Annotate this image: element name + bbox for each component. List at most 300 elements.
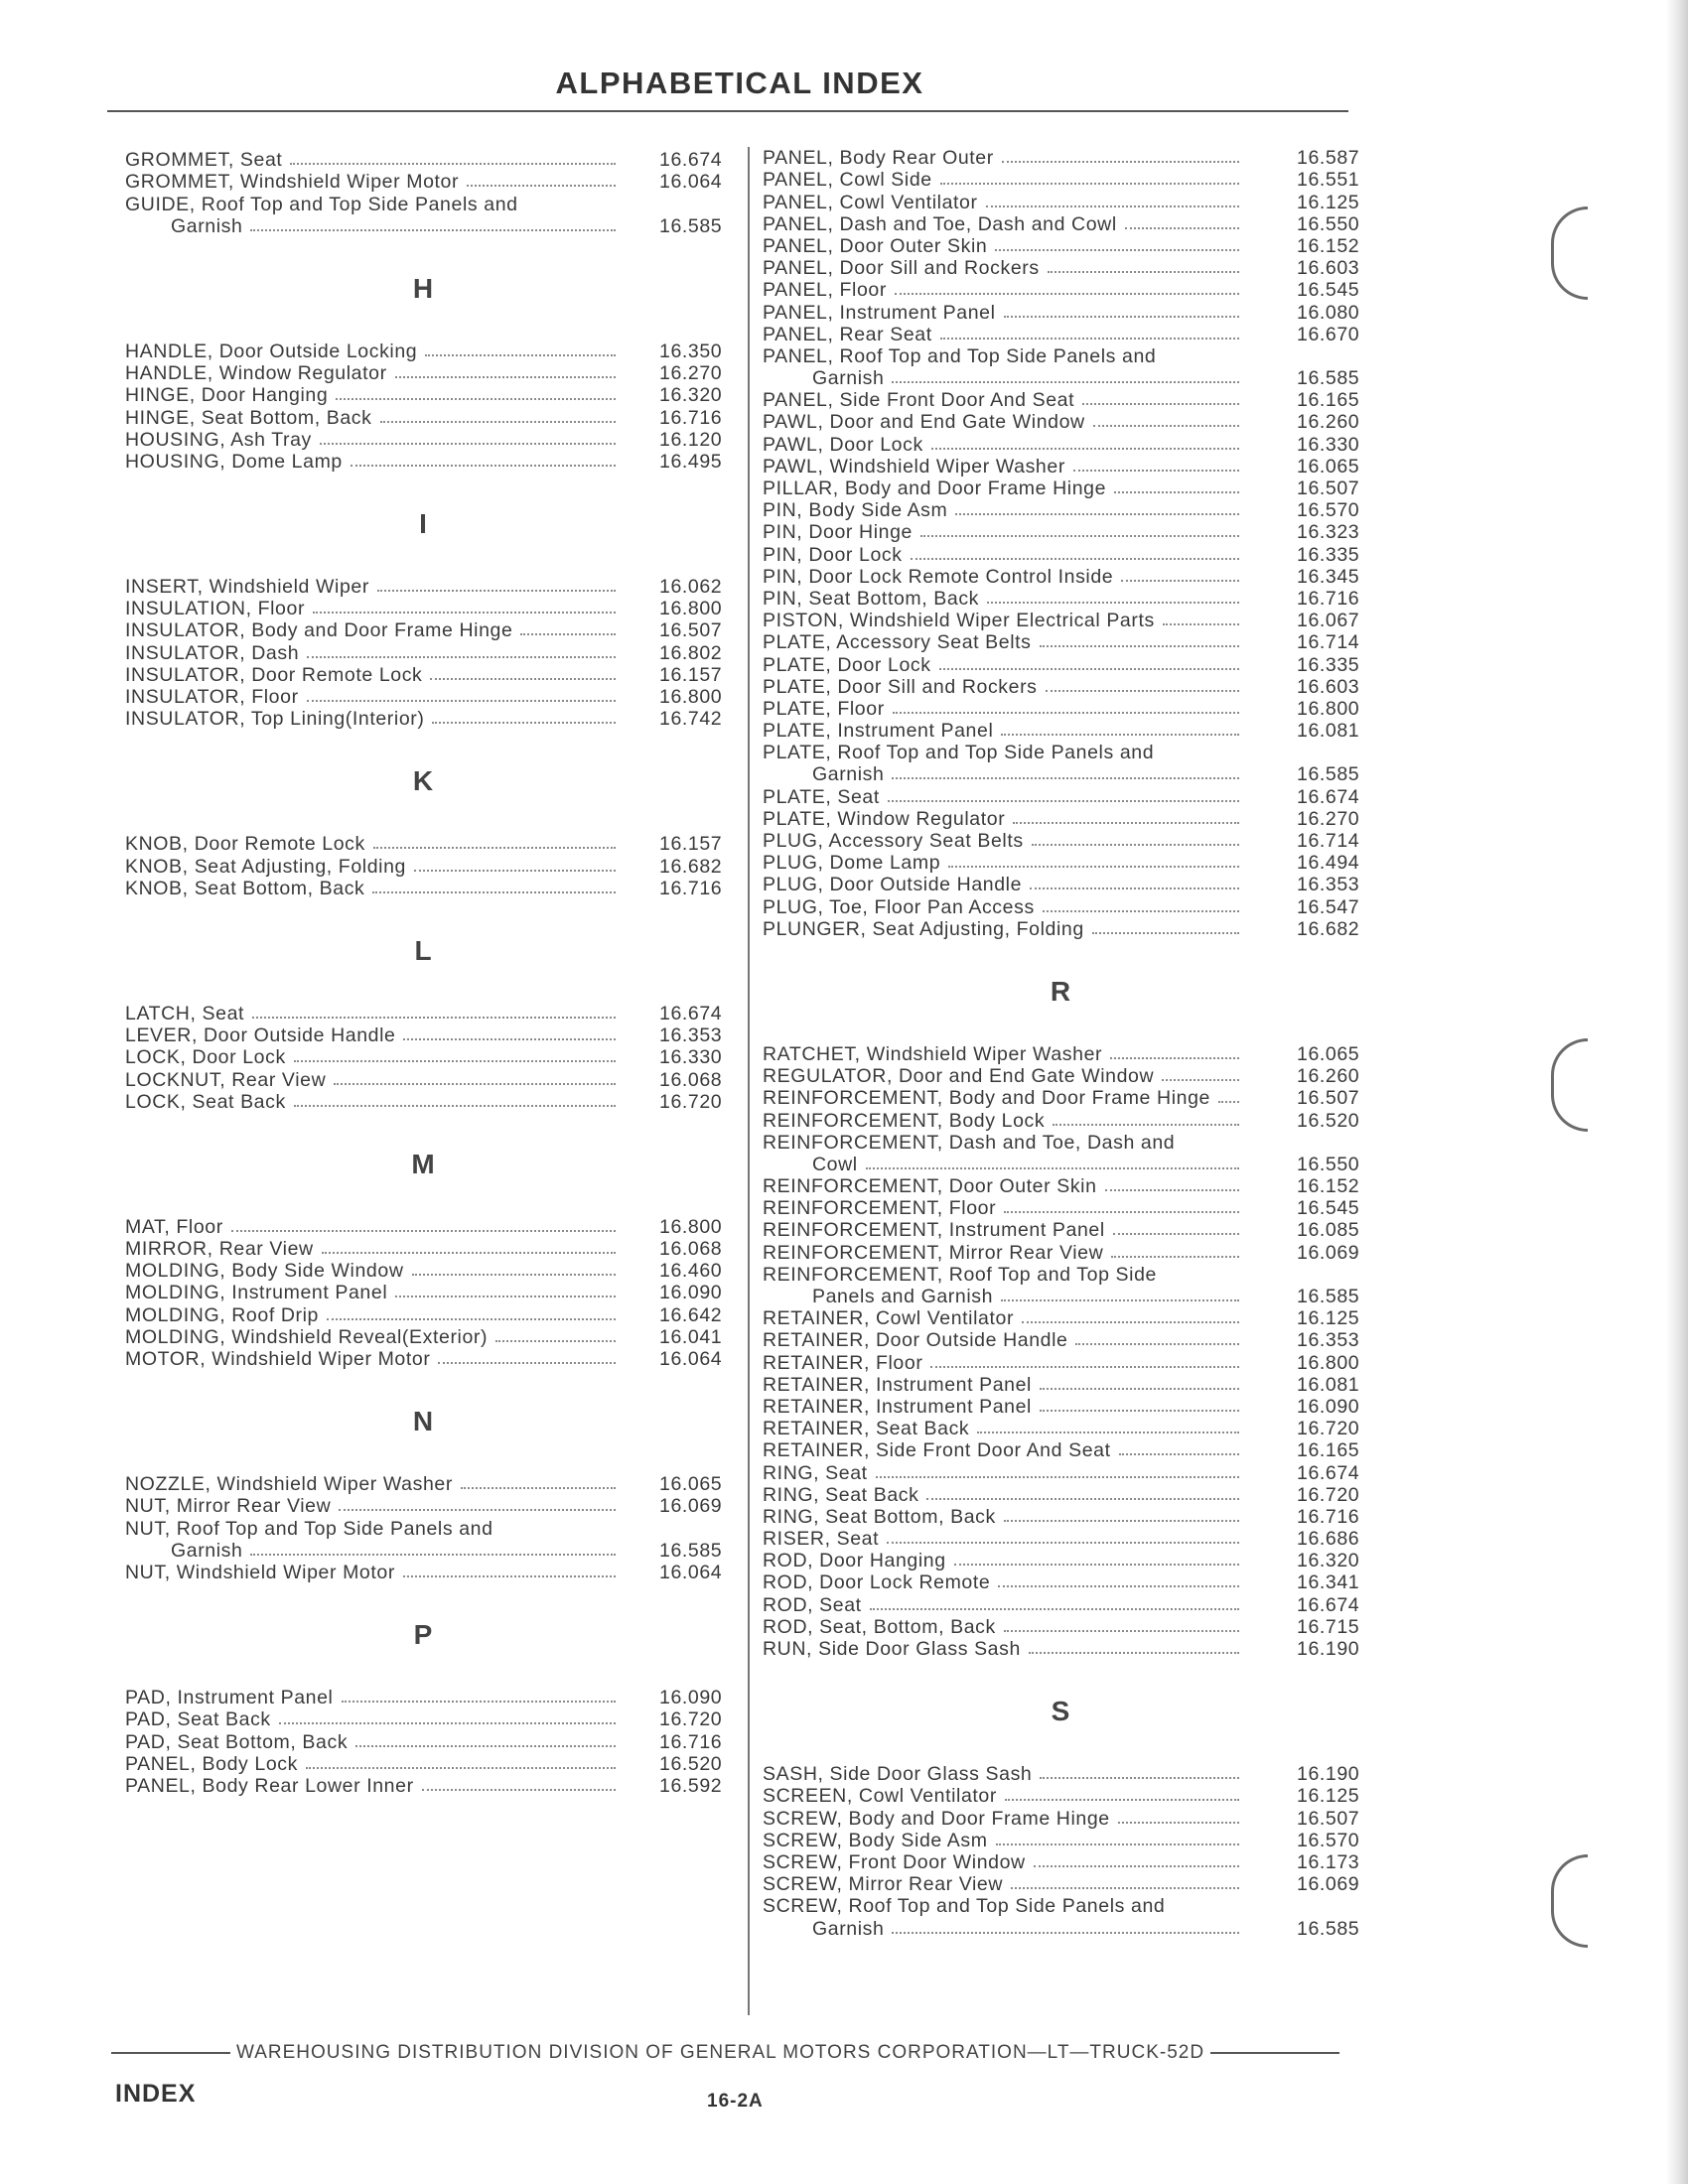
entry-page-ref: 16.069 [1297, 1873, 1360, 1896]
entry-page-ref: 16.720 [1297, 1483, 1360, 1506]
entry-label: INSERT, Windshield Wiper [125, 576, 369, 599]
section-gap [125, 730, 731, 751]
entry-page-ref: 16.081 [1297, 720, 1360, 743]
entry-page-ref: 16.080 [1297, 301, 1360, 324]
dot-leader [930, 1366, 1239, 1368]
entry-label: KNOB, Door Remote Lock [125, 833, 365, 856]
index-entry [763, 411, 1368, 433]
entry-label: PANEL, Roof Top and Top Side Panels and [763, 344, 1157, 367]
index-entry [125, 576, 731, 598]
entry-page-ref: 16.507 [1297, 478, 1360, 499]
index-entry [763, 191, 1368, 212]
entry-page-ref: 16.570 [1297, 499, 1360, 522]
dot-leader [307, 700, 616, 702]
dot-leader [1011, 1887, 1239, 1889]
dot-leader [911, 558, 1239, 560]
dot-leader [1073, 470, 1239, 472]
entry-page-ref: 16.085 [1297, 1219, 1360, 1242]
dot-leader [1162, 1079, 1239, 1081]
entry-page-ref: 16.587 [1297, 147, 1360, 170]
entry-page-ref: 16.716 [659, 1730, 723, 1753]
dot-leader [306, 1767, 616, 1769]
dot-leader [1110, 1057, 1239, 1059]
index-entry [763, 1851, 1368, 1873]
index-entry [125, 1775, 731, 1797]
entry-label: PIN, Door Lock Remote Control Inside [763, 565, 1114, 588]
dot-leader [1119, 1453, 1239, 1455]
index-entry [125, 1495, 731, 1517]
column-divider [748, 147, 750, 2015]
index-entry [763, 1785, 1368, 1807]
entry-label: RETAINER, Seat Back [763, 1418, 970, 1440]
entry-page-ref: 16.800 [659, 598, 723, 620]
entry-page-ref: 16.520 [659, 1752, 723, 1775]
entry-page-ref: 16.260 [1297, 1065, 1360, 1088]
index-entry [763, 918, 1368, 940]
entry-label: LOCK, Door Lock [125, 1046, 286, 1069]
entry-label: MOLDING, Body Side Window [125, 1260, 404, 1283]
entry-label: Garnish [812, 1917, 885, 1940]
entry-page-ref: 16.067 [1297, 610, 1360, 632]
entry-page-ref: 16.715 [1297, 1615, 1360, 1638]
entry-label: PLATE, Window Regulator [763, 807, 1006, 830]
entry-page-ref: 16.260 [1297, 411, 1360, 434]
entry-page-ref: 16.545 [1297, 279, 1360, 302]
entry-page-ref: 16.270 [1297, 807, 1360, 830]
index-entry [763, 169, 1368, 191]
entry-page-ref: 16.494 [1297, 852, 1360, 875]
entry-label: INSULATOR, Door Remote Lock [125, 663, 423, 686]
section-gap [125, 1665, 731, 1687]
dot-leader [467, 185, 616, 187]
entry-page-ref: 16.520 [1297, 1109, 1360, 1132]
index-entry [763, 698, 1368, 720]
entry-label: RUN, Side Door Glass Sash [763, 1638, 1021, 1660]
dot-leader [336, 398, 616, 400]
section-letter-i: I [419, 507, 427, 539]
index-entry [763, 1351, 1368, 1373]
entry-label: PANEL, Rear Seat [763, 323, 932, 345]
entry-page-ref: 16.547 [1297, 895, 1360, 918]
index-entry [763, 1087, 1368, 1109]
entry-label: ROD, Door Hanging [763, 1550, 946, 1572]
index-entry [763, 213, 1368, 235]
entry-page-ref: 16.165 [1297, 389, 1360, 412]
entry-page-ref: 16.585 [1297, 763, 1360, 786]
entry-label: RETAINER, Side Front Door And Seat [763, 1439, 1111, 1462]
dot-leader [294, 1105, 616, 1107]
index-entry [763, 301, 1368, 323]
dot-leader [948, 866, 1239, 868]
index-entry [763, 785, 1368, 807]
entry-page-ref: 16.674 [1297, 1461, 1360, 1484]
section-gap [125, 1583, 731, 1605]
entry-label: SCREW, Front Door Window [763, 1850, 1026, 1873]
entry-page-ref: 16.550 [1297, 212, 1360, 235]
entry-page-ref: 16.585 [659, 214, 723, 237]
entry-label: NUT, Mirror Rear View [125, 1495, 332, 1518]
index-entry [763, 852, 1368, 874]
dot-leader [520, 633, 616, 635]
index-entry [763, 367, 1368, 389]
index-entry [763, 543, 1368, 565]
entry-label: KNOB, Seat Adjusting, Folding [125, 855, 406, 878]
entry-page-ref: 16.674 [659, 1002, 723, 1024]
index-entry [125, 1024, 731, 1046]
index-entry [763, 433, 1368, 455]
entry-page-ref: 16.716 [1297, 587, 1360, 610]
entry-page-ref: 16.323 [1297, 521, 1360, 544]
entry-page-ref: 16.720 [659, 1090, 723, 1113]
entry-label: PLUG, Toe, Floor Pan Access [763, 895, 1035, 918]
index-entry [763, 345, 1368, 367]
entry-label: REINFORCEMENT, Roof Top and Top Side [763, 1263, 1157, 1286]
entry-label: SCREW, Body and Door Frame Hinge [763, 1807, 1110, 1830]
entry-label: PANEL, Side Front Door And Seat [763, 389, 1075, 412]
entry-label: PANEL, Body Lock [125, 1752, 298, 1775]
dot-leader [1040, 1777, 1239, 1779]
entry-page-ref: 16.065 [659, 1473, 723, 1496]
index-entry [125, 1068, 731, 1090]
dot-leader [1004, 316, 1239, 318]
entry-label: PIN, Door Lock [763, 543, 903, 566]
section-label: INDEX [115, 2080, 197, 2108]
entry-page-ref: 16.353 [1297, 874, 1360, 896]
entry-label: REINFORCEMENT, Dash and Toe, Dash and [763, 1131, 1176, 1154]
dot-leader [888, 800, 1239, 802]
entry-label: MOLDING, Windshield Reveal(Exterior) [125, 1325, 489, 1348]
entry-page-ref: 16.068 [659, 1068, 723, 1091]
index-entry [763, 324, 1368, 345]
entry-label: Garnish [171, 214, 243, 237]
entry-label: INSULATOR, Floor [125, 686, 299, 708]
entry-label: MOTOR, Windshield Wiper Motor [125, 1348, 431, 1370]
entry-label: RATCHET, Windshield Wiper Washer [763, 1042, 1103, 1065]
entry-label: INSULATION, Floor [125, 598, 306, 620]
dot-leader [1105, 1189, 1239, 1191]
index-entry [125, 193, 731, 214]
entry-label: PLATE, Door Lock [763, 653, 931, 676]
entry-label: MOLDING, Roof Drip [125, 1303, 320, 1326]
section-gap [763, 1660, 1368, 1682]
entry-page-ref: 16.674 [1297, 1593, 1360, 1616]
dot-leader [461, 1487, 616, 1489]
entry-page-ref: 16.585 [1297, 1286, 1360, 1307]
entry-page-ref: 16.353 [1297, 1329, 1360, 1352]
index-entry [763, 499, 1368, 521]
dot-leader [1093, 425, 1239, 427]
dot-leader [322, 1252, 616, 1254]
dot-leader [987, 602, 1239, 604]
entry-page-ref: 16.069 [1297, 1241, 1360, 1264]
entry-page-ref: 16.550 [1297, 1153, 1360, 1175]
dot-leader [893, 712, 1239, 714]
entry-page-ref: 16.125 [1297, 191, 1360, 213]
dot-leader [866, 1167, 1239, 1169]
dot-leader [425, 354, 616, 356]
dot-leader [313, 612, 616, 614]
dot-leader [1118, 1822, 1239, 1824]
dot-leader [1092, 932, 1239, 934]
dot-leader [940, 183, 1239, 185]
dot-leader [373, 847, 616, 849]
index-entry [763, 1329, 1368, 1351]
entry-label: REINFORCEMENT, Body Lock [763, 1109, 1046, 1132]
dot-leader [939, 668, 1239, 670]
entry-label: PAD, Seat Back [125, 1708, 271, 1731]
index-entry [763, 1895, 1368, 1917]
entry-label: Garnish [812, 367, 885, 390]
entry-page-ref: 16.330 [659, 1046, 723, 1069]
entry-label: ROD, Seat [763, 1593, 862, 1616]
dot-leader [414, 870, 616, 872]
entry-label: INSULATOR, Body and Door Frame Hinge [125, 619, 513, 642]
dot-leader [1075, 1343, 1239, 1345]
dot-leader [1113, 1233, 1239, 1235]
entry-page-ref: 16.353 [659, 1024, 723, 1047]
entry-page-ref: 16.041 [659, 1325, 723, 1348]
entry-label: PANEL, Dash and Toe, Dash and Cowl [763, 212, 1117, 235]
entry-page-ref: 16.152 [1297, 234, 1360, 257]
index-entry [125, 1730, 731, 1752]
entry-page-ref: 16.585 [659, 1539, 723, 1562]
index-entry [763, 1043, 1368, 1065]
dot-leader [926, 1498, 1239, 1500]
section-letter-p: P [413, 1618, 433, 1650]
footer-line [111, 2042, 1372, 2064]
entry-label: RING, Seat Bottom, Back [763, 1505, 996, 1528]
index-entry [763, 1264, 1368, 1286]
section-gap [125, 554, 731, 576]
entry-page-ref: 16.190 [1297, 1763, 1360, 1786]
dot-leader [290, 163, 616, 165]
entry-label: Garnish [171, 1539, 243, 1562]
dot-leader [887, 1542, 1239, 1544]
dot-leader [995, 249, 1239, 251]
entry-label: RETAINER, Door Outside Handle [763, 1329, 1068, 1352]
index-entry [763, 676, 1368, 698]
index-entry [763, 1763, 1368, 1785]
dot-leader [1111, 1256, 1239, 1258]
dot-leader [1125, 227, 1239, 229]
dot-leader [495, 1340, 616, 1342]
index-entry [125, 708, 731, 730]
index-entry [125, 451, 731, 473]
entry-label: INSULATOR, Dash [125, 641, 300, 664]
section-gap [125, 319, 731, 341]
index-entry [763, 588, 1368, 610]
entry-label: REINFORCEMENT, Mirror Rear View [763, 1241, 1104, 1264]
index-entry [763, 147, 1368, 169]
index-entry [125, 855, 731, 877]
entry-label: RING, Seat [763, 1461, 868, 1484]
dot-leader [380, 421, 617, 423]
footer-text: WAREHOUSING DISTRIBUTION DIVISION OF GENERAL MOTORS CORPORATION—LT—TRUCK-52D [236, 2042, 1205, 2063]
dot-leader [1040, 645, 1239, 647]
entry-label: GROMMET, Windshield Wiper Motor [125, 171, 460, 194]
entry-label: REINFORCEMENT, Body and Door Frame Hinge [763, 1087, 1210, 1110]
index-entry [125, 1708, 731, 1730]
entry-page-ref: 16.345 [1297, 565, 1360, 588]
index-entry [125, 215, 731, 237]
entry-label: PAD, Instrument Panel [125, 1687, 334, 1709]
dot-leader [892, 777, 1239, 779]
index-entry [763, 1593, 1368, 1615]
entry-page-ref: 16.585 [1297, 367, 1360, 390]
entry-page-ref: 16.125 [1297, 1307, 1360, 1330]
index-entry [763, 1219, 1368, 1241]
entry-label: SASH, Side Door Glass Sash [763, 1763, 1033, 1786]
dot-leader [395, 1296, 616, 1297]
entry-page-ref: 16.157 [659, 833, 723, 856]
binder-hole [1551, 206, 1588, 300]
dot-leader [892, 1932, 1239, 1934]
entry-label: PANEL, Door Sill and Rockers [763, 257, 1040, 280]
section-gap [125, 1113, 731, 1135]
entry-label: PLUG, Dome Lamp [763, 852, 941, 875]
dot-leader [1004, 1630, 1239, 1632]
dot-leader [372, 891, 616, 893]
index-entry [125, 362, 731, 384]
entry-label: PANEL, Instrument Panel [763, 301, 996, 324]
dot-leader [1001, 1299, 1239, 1301]
section-gap [125, 981, 731, 1003]
entry-label: PANEL, Floor [763, 279, 887, 302]
index-entry [763, 874, 1368, 895]
dot-leader [1053, 1124, 1239, 1126]
dot-leader [395, 376, 616, 378]
entry-label: PANEL, Body Rear Lower Inner [125, 1774, 414, 1797]
section-gap [125, 473, 731, 494]
section-gap [125, 899, 731, 921]
dot-leader [1030, 887, 1239, 889]
dot-leader [1043, 910, 1239, 912]
entry-page-ref: 16.716 [659, 877, 723, 899]
entry-label: MIRROR, Rear View [125, 1238, 314, 1261]
dot-leader [355, 1745, 616, 1747]
section-letter-r: R [1050, 975, 1071, 1007]
entry-label: PLUG, Accessory Seat Belts [763, 830, 1024, 852]
dot-leader [327, 1318, 616, 1320]
entry-page-ref: 16.460 [659, 1260, 723, 1283]
entry-label: KNOB, Seat Bottom, Back [125, 877, 365, 899]
entry-label: PLATE, Accessory Seat Belts [763, 631, 1032, 654]
entry-page-ref: 16.350 [659, 340, 723, 362]
dot-leader [1121, 580, 1239, 582]
dot-leader [977, 1432, 1239, 1433]
entry-page-ref: 16.090 [659, 1282, 723, 1304]
entry-label: SCREW, Body Side Asm [763, 1829, 988, 1851]
index-entry [763, 1461, 1368, 1483]
index-entry [763, 1132, 1368, 1154]
entry-page-ref: 16.081 [1297, 1373, 1360, 1396]
index-entry [125, 686, 731, 708]
index-entry [763, 1154, 1368, 1175]
page-number: 16-2A [707, 2091, 764, 2112]
entry-page-ref: 16.674 [659, 149, 723, 172]
section-gap [763, 1022, 1368, 1043]
dot-leader [1004, 1211, 1239, 1213]
entry-label: ROD, Door Lock Remote [763, 1571, 991, 1594]
entry-label: NOZZLE, Windshield Wiper Washer [125, 1473, 453, 1496]
section-gap [125, 1370, 731, 1392]
entry-label: LEVER, Door Outside Handle [125, 1024, 396, 1047]
index-entry [125, 878, 731, 899]
index-entry [125, 833, 731, 855]
section-gap [763, 1741, 1368, 1763]
entry-label: PIN, Seat Bottom, Back [763, 587, 980, 610]
dot-leader [294, 1060, 616, 1062]
index-entry [763, 1109, 1368, 1131]
index-entry [763, 610, 1368, 631]
entry-page-ref: 16.716 [1297, 1505, 1360, 1528]
entry-page-ref: 16.802 [659, 641, 723, 664]
entry-page-ref: 16.064 [659, 1348, 723, 1370]
entry-label: PLUG, Door Outside Handle [763, 874, 1023, 896]
entry-label: RING, Seat Back [763, 1483, 919, 1506]
entry-page-ref: 16.270 [659, 362, 723, 385]
dot-leader [931, 448, 1239, 450]
dot-leader [320, 443, 616, 445]
footer-rule-right [1210, 2052, 1339, 2054]
dot-leader [940, 338, 1239, 340]
index-entry [763, 1616, 1368, 1638]
entry-label: PIN, Door Hinge [763, 521, 913, 544]
entry-page-ref: 16.069 [659, 1495, 723, 1518]
entry-label: MAT, Floor [125, 1215, 223, 1238]
index-entry [763, 1638, 1368, 1660]
entry-page-ref: 16.507 [659, 619, 723, 642]
entry-page-ref: 16.190 [1297, 1638, 1360, 1660]
entry-page-ref: 16.068 [659, 1238, 723, 1261]
index-entry [125, 1326, 731, 1348]
binder-hole [1551, 1038, 1588, 1132]
entry-label: REINFORCEMENT, Door Outer Skin [763, 1175, 1097, 1198]
index-entry [763, 1197, 1368, 1219]
dot-leader [1163, 623, 1239, 625]
index-entry [125, 1687, 731, 1708]
entry-page-ref: 16.157 [659, 663, 723, 686]
entry-label: HINGE, Door Hanging [125, 384, 329, 407]
entry-page-ref: 16.670 [1297, 323, 1360, 345]
index-entry [125, 171, 731, 193]
index-entry [125, 1003, 731, 1024]
index-entry [763, 1571, 1368, 1593]
dot-leader [334, 1083, 616, 1085]
entry-label: REINFORCEMENT, Instrument Panel [763, 1219, 1105, 1242]
entry-label: SCREEN, Cowl Ventilator [763, 1785, 997, 1808]
entry-label: GROMMET, Seat [125, 149, 283, 172]
index-entry [763, 279, 1368, 301]
index-entry [763, 742, 1368, 763]
dot-leader [1218, 1101, 1239, 1103]
dot-leader [342, 1701, 617, 1703]
entry-page-ref: 16.335 [1297, 543, 1360, 566]
entry-page-ref: 16.800 [1297, 697, 1360, 720]
dot-leader [876, 1476, 1239, 1478]
section-gap [125, 1451, 731, 1473]
entry-page-ref: 16.686 [1297, 1528, 1360, 1551]
section-gap [125, 237, 731, 259]
index-entry [763, 720, 1368, 742]
entry-label: ROD, Seat, Bottom, Back [763, 1615, 996, 1638]
dot-leader [1022, 1321, 1239, 1323]
index-entry [763, 1550, 1368, 1571]
entry-page-ref: 16.642 [659, 1303, 723, 1326]
dot-leader [403, 1038, 616, 1040]
dot-leader [1034, 1865, 1239, 1867]
entry-label: PLATE, Door Sill and Rockers [763, 675, 1038, 698]
